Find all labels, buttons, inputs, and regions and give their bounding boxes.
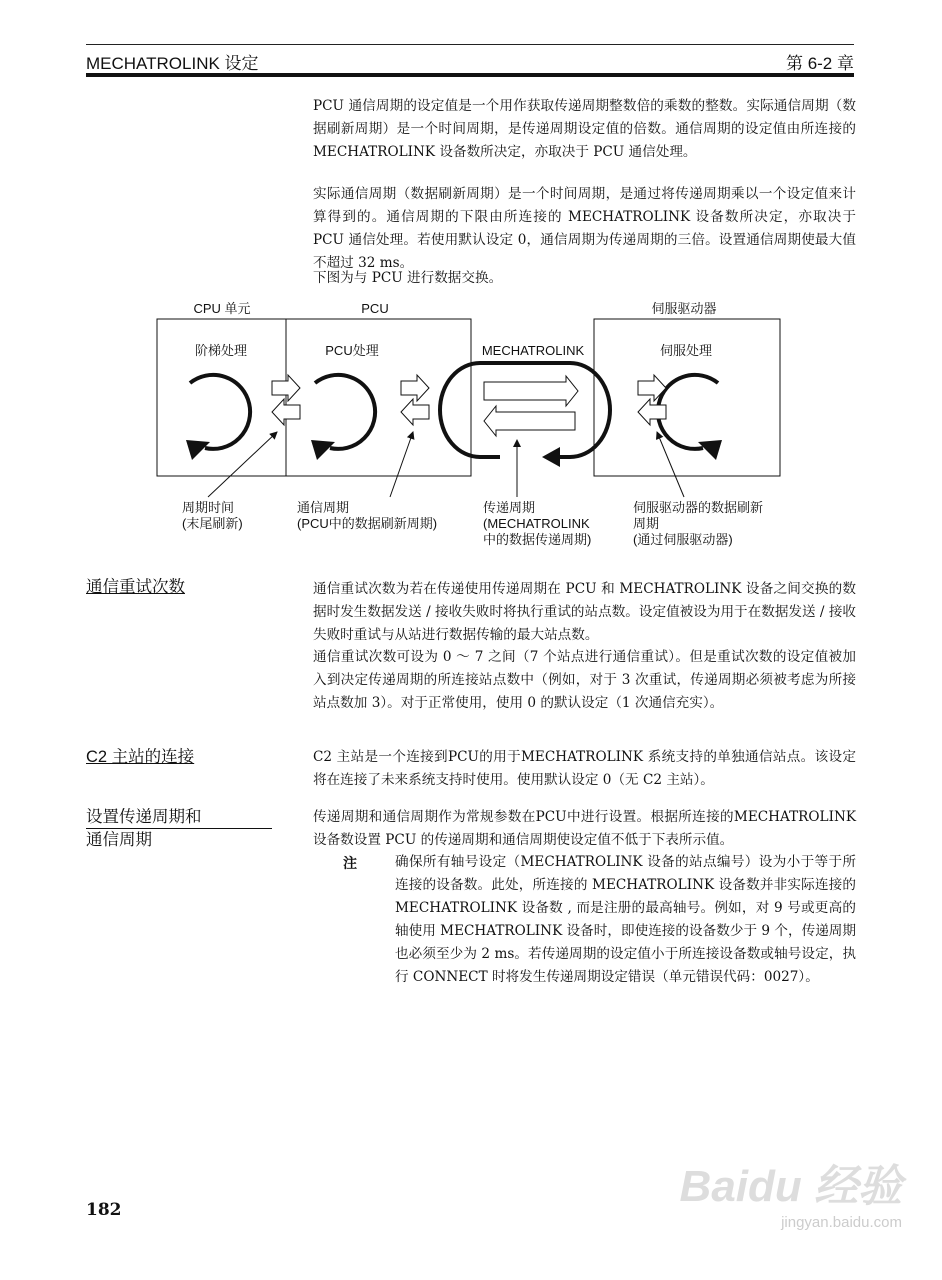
process-pcu: PCU处理 bbox=[325, 343, 379, 358]
callout-communication-cycle bbox=[297, 500, 437, 531]
retry-paragraph-2: 通信重试次数可设为 0 ～ 7 之间（7 个站点进行通信重试）。但是重试次数的设定值被加入到决定传递周期的所连接站点数中（例如，对于 3 次重试，传递周期必须被考虑为所接站点数加 3）。对于正常使用，使用 0 的默认设定（1 次通信充实）。 bbox=[313, 649, 856, 711]
svg-text:传递周期: 传递周期 bbox=[483, 500, 536, 515]
process-mechatrolink: MECHATROLINK bbox=[481, 343, 585, 358]
chapter-label: 第 6-2 章 bbox=[785, 54, 854, 73]
svg-text:(末尾刷新): (末尾刷新) bbox=[182, 516, 243, 531]
svg-text:(PCU中的数据刷新周期): (PCU中的数据刷新周期) bbox=[297, 516, 438, 531]
note-label: 注 bbox=[343, 856, 357, 872]
unit-label-servo: 伺服驱动器 bbox=[651, 301, 717, 316]
baidu-watermark: Baidu 经验 jingyan.baidu.com bbox=[679, 1162, 902, 1231]
svg-text:通信周期: 通信周期 bbox=[297, 500, 350, 515]
svg-text:(通过伺服驱动器): (通过伺服驱动器) bbox=[633, 532, 733, 547]
svg-text:中的数据传递周期): 中的数据传递周期) bbox=[483, 532, 592, 547]
svg-text:伺服驱动器的数据刷新: 伺服驱动器的数据刷新 bbox=[633, 500, 764, 515]
callout-servo-refresh bbox=[633, 500, 763, 547]
intro-paragraph-1: PCU 通信周期的设定值是一个用作获取传递周期整数倍的乘数的整数。实际通信周期（数据刷新周期）是一个时间周期，是传递周期设定值的倍数。通信周期的设定值由所连接的 MECHATROLINK 设备数所决定，亦取决于 PCU 通信处理。 bbox=[313, 98, 856, 160]
svg-text:(MECHATROLINK: (MECHATROLINK bbox=[483, 516, 590, 531]
loop-arrowhead-icon bbox=[542, 447, 560, 467]
section-heading-cycle-settings: 设置传递周期和 通信周期 bbox=[86, 806, 272, 851]
process-servo: 伺服处理 bbox=[659, 343, 713, 358]
svg-text:周期时间: 周期时间 bbox=[182, 500, 235, 515]
mechatrolink-loop bbox=[440, 363, 610, 457]
intro-paragraph-3: 下图为与 PCU 进行数据交换。 bbox=[313, 270, 503, 286]
process-ladder: 阶梯处理 bbox=[194, 343, 248, 358]
header-title: MECHATROLINK 设定 bbox=[86, 54, 259, 73]
page-number: 182 bbox=[86, 1200, 122, 1220]
section-heading-c2: C2 主站的连接 bbox=[86, 748, 195, 766]
cycle-settings-paragraph: 传递周期和通信周期作为常规参数在PCU中进行设置。根据所连接的MECHATROLINK 设备数设置 PCU 的传递周期和通信周期使设定值不低于下表所示值。 bbox=[313, 809, 856, 848]
unit-label-pcu: PCU bbox=[361, 301, 389, 316]
svg-text:周期: 周期 bbox=[633, 516, 660, 531]
retry-paragraph-1: 通信重试次数为若在传递使用传递周期在 PCU 和 MECHATROLINK 设备之间交换的数据时发生数据发送 / 接收失败时将执行重试的站点数。设定值被设为用于在数据发送 / 接收失败时重试与从站进行数据传输的最大站点数。 bbox=[313, 581, 857, 643]
callout-cycle-time bbox=[182, 500, 243, 531]
section-heading-retry: 通信重试次数 bbox=[86, 578, 185, 596]
c2-paragraph: C2 主站是一个连接到PCU的用于MECHATROLINK 系统支持的单独通信站点。该设定将在连接了未来系统支持时使用。使用默认设定 0（无 C2 主站）。 bbox=[313, 749, 856, 788]
callout-transmission-cycle bbox=[483, 500, 591, 547]
callout-pointer bbox=[208, 432, 684, 497]
unit-label-cpu: CPU 单元 bbox=[193, 301, 251, 316]
note-text: 确保所有轴号设定（MECHATROLINK 设备的站点编号）设为小于等于所连接的设备数。此处，所连接的 MECHATROLINK 设备数并非实际连接的 MECHATROLINK 设备数 , 而是注册的最高轴号。例如，对 9 号或更高的轴使用 MECHATROLINK 设备时，即使连接的设备数少于 9 个，传递周期也必须至少为 2 ms。若传递周期的设定值小于所连接设备数或轴号设定，执行 CONNECT 时将发生传递周期设定错误（单元错误代码：0027）。 bbox=[395, 854, 856, 985]
intro-paragraph-2: 实际通信周期（数据刷新周期）是一个时间周期，是通过将传递周期乘以一个设定值来计算得到的。通信周期的下限由所连接的 MECHATROLINK 设备数所决定，亦取决于 PCU 通信处理。若使用默认设定 0，通信周期为传递周期的三倍。设置通信周期使最大值不超过 32 ms。 bbox=[313, 186, 856, 271]
data-exchange-diagram bbox=[0, 0, 942, 560]
